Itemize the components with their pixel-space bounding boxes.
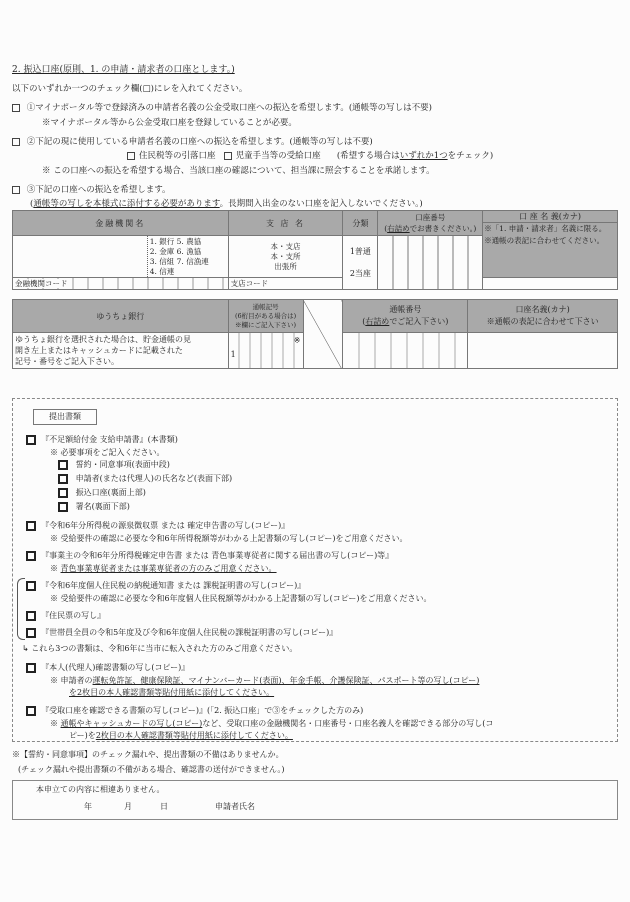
sub-3-label: 振込口座(裏面上部) bbox=[75, 488, 146, 497]
branch-input[interactable] bbox=[228, 236, 343, 278]
category-ordinary: 1普通 bbox=[349, 246, 371, 256]
symbol-first-digit: 1 bbox=[230, 350, 236, 359]
doc-2-title: 『令和6年分所得税の源泉徴収票 または 確定申告書の写し(コピー)』 bbox=[41, 521, 290, 530]
symbol-input[interactable] bbox=[228, 333, 303, 369]
doc-6-title: 『世帯員全員の令和5年度及び令和6年度個人住民税の課税証明書の写し(コピー)』 bbox=[41, 628, 338, 637]
holder-title: 口 座 名 義(カナ) bbox=[483, 211, 617, 223]
branch-type-3: 出張所 bbox=[274, 261, 297, 271]
doc-3-checkbox[interactable] bbox=[26, 551, 36, 561]
holder-note2: ※通帳の表記に合わせてください。 bbox=[484, 236, 605, 245]
doc-8-checkbox[interactable] bbox=[26, 706, 36, 716]
doc-item-6[interactable] bbox=[26, 627, 337, 638]
doc-item-8[interactable] bbox=[26, 705, 363, 716]
doc-4-note: ※ 受給要件の確認に必要な令和6年度個人住民税額等がわかる上記書類の写し(コピー)をご用意ください。 bbox=[50, 594, 432, 603]
sub-hint-end: をチェック) bbox=[447, 151, 494, 161]
header-branch: 支 店 名 bbox=[228, 211, 343, 236]
doc-7-note-line2-text: を2枚目の本人確認書類等貼付用紙に添付してください。 bbox=[69, 688, 275, 697]
doc-1-title: 『不足額給付金 支給申請書』(本書類) bbox=[41, 435, 178, 444]
right-align-hint: 右詰め bbox=[387, 224, 410, 233]
doc-1-checkbox[interactable] bbox=[26, 435, 36, 445]
institution-name-input[interactable] bbox=[13, 236, 148, 278]
type-2: 2. 金庫 6. 漁協 bbox=[149, 246, 202, 256]
doc-8-note bbox=[50, 718, 493, 729]
symbol-header-1: 通帳記号 bbox=[252, 302, 279, 311]
note-underlined: 通帳等の写しを本様式に添付する必要があります bbox=[33, 199, 220, 209]
doc-8-note-line2-underlined: 2枚目の本人確認書類等貼付用紙に添付してください。 bbox=[95, 731, 293, 740]
sub-a-label: 住民税等の引落口座 bbox=[139, 151, 216, 161]
note-close: 。長期間入出金のない口座を記入しないでください。) bbox=[219, 199, 423, 209]
type-1: 1. 銀行 5. 農協 bbox=[149, 236, 202, 246]
holder-name-input[interactable] bbox=[483, 278, 618, 290]
option2-checkbox[interactable] bbox=[12, 138, 20, 146]
yucho-header: ゆうちょ銀行 bbox=[13, 300, 229, 333]
doc-item-2[interactable] bbox=[26, 520, 289, 531]
option3-label: ③下記の口座への振込を希望します。 bbox=[26, 185, 171, 195]
hint-rest: でお書きください。) bbox=[409, 224, 477, 233]
yucho-instruction-3: 記号・番号をご記入下さい。 bbox=[15, 357, 119, 366]
branch-code-row[interactable] bbox=[228, 278, 343, 290]
doc-3-note-prefix: ※ bbox=[50, 564, 61, 573]
doc-item-4[interactable] bbox=[26, 580, 305, 591]
institution-code-row[interactable] bbox=[13, 278, 229, 290]
doc-4-title: 『令和6年度個人住民税の納税通知書 または 課税証明書の写し(コピー)』 bbox=[41, 581, 306, 590]
sub-a-checkbox[interactable] bbox=[127, 152, 135, 160]
symbol-header-3: ※欄にご記入下さい) bbox=[235, 320, 297, 329]
group-bracket bbox=[17, 578, 25, 640]
arrow-icon: ↳ bbox=[22, 644, 29, 653]
account-number-title: 口座番号 bbox=[415, 213, 446, 222]
warning-line-2: (チェック漏れや提出書類の不備がある場合、確認書の送付ができません。) bbox=[18, 765, 285, 774]
doc-7-note-underlined: 運転免許証、健康保険証、マイナンバーカード(表面)、年金手帳、介護保険証、パスポート等の写し(コピー) bbox=[92, 676, 480, 685]
yucho-holder-title: 口座名義(カナ) bbox=[515, 305, 570, 314]
sub-hint: (希望する場合は bbox=[336, 151, 400, 161]
sub-3-checkbox[interactable] bbox=[58, 488, 68, 498]
doc-8-note-underlined: 通帳やキャッシュカードの写し(コピー) bbox=[60, 719, 203, 728]
number-title: 通帳番号 bbox=[389, 305, 422, 314]
doc-8-note-line2 bbox=[69, 730, 293, 741]
option2-subrow bbox=[127, 149, 493, 161]
type-3: 3. 信組 7. 信漁連 bbox=[149, 256, 209, 266]
number-hint: (右詰めでご記入下さい) bbox=[362, 317, 449, 326]
symbol-header bbox=[228, 300, 303, 333]
yucho-instruction-1: ゆうちょ銀行を選択された場合は、貯金通帳の見 bbox=[15, 335, 191, 344]
sub-4-checkbox[interactable] bbox=[58, 502, 68, 512]
header-holder bbox=[483, 211, 618, 278]
yucho-table bbox=[12, 299, 618, 369]
option1-note: ※マイナポータル等から公金受取口座を登録していることが必要。 bbox=[42, 118, 297, 128]
doc-2-note: ※ 受給要件の確認に必要な令和6年所得税額等がわかる上記書類の写し(コピー)をご用意ください。 bbox=[50, 534, 408, 543]
sub-item-3[interactable] bbox=[58, 487, 146, 498]
doc-3-title: 『事業主の令和6年分所得税確定申告書 または 青色事業専従者に関する届出書の写し(コピー)等』 bbox=[41, 551, 394, 560]
yucho-number-input[interactable] bbox=[343, 333, 468, 369]
doc-1-note: ※ 必要事項をご記入ください。 bbox=[50, 448, 165, 457]
sub-hint-underlined: いずれか1つ bbox=[399, 151, 448, 161]
applicant-name-label: 申請者氏名 bbox=[215, 802, 255, 811]
doc-7-checkbox[interactable] bbox=[26, 663, 36, 673]
section-title: 2. 振込口座(原則、1. の申請・請求者の口座とします。) bbox=[12, 65, 235, 75]
doc-7-note-prefix: ※ 申請者の bbox=[50, 676, 93, 685]
sub-4-label: 署名(裏面下部) bbox=[75, 502, 130, 511]
doc-4-checkbox[interactable] bbox=[26, 581, 36, 591]
header-account-number bbox=[378, 211, 483, 236]
symbol-sixth-mark: ※ bbox=[293, 336, 301, 345]
sub-1-label: 誓約・同意事項(表面中段) bbox=[75, 460, 170, 469]
bracket-note-text: これら3つの書類は、令和6年に当市に転入された方のみご用意ください。 bbox=[31, 644, 298, 653]
yucho-instruction-2: 開き左上またはキャッシュカードに記載された bbox=[15, 346, 183, 355]
category-select[interactable] bbox=[343, 236, 378, 290]
sub-item-2[interactable] bbox=[58, 473, 232, 484]
sub-2-checkbox[interactable] bbox=[58, 474, 68, 484]
option3-note bbox=[30, 197, 423, 209]
sub-1-checkbox[interactable] bbox=[58, 460, 68, 470]
header-institution: 金融機関名 bbox=[13, 211, 229, 236]
holder-note1: ※「1. 申請・請求者」名義に限る。 bbox=[484, 224, 607, 233]
bracket-note bbox=[22, 643, 297, 654]
doc-3-note-underlined: 青色事業専従者または事業専従者の方のみご用意ください。 bbox=[60, 564, 277, 573]
doc-5-title: 『住民票の写し』 bbox=[41, 611, 106, 620]
yucho-holder-header bbox=[468, 300, 618, 333]
type-4: 4. 信連 bbox=[149, 266, 175, 276]
institution-code-label: 金融機関コード bbox=[15, 279, 68, 288]
doc-7-note bbox=[50, 675, 479, 686]
doc-2-checkbox[interactable] bbox=[26, 521, 36, 531]
doc-8-note-rest: など、受取口座の金融機関名・口座番号・口座名義人を確認できる部分の写し(コ bbox=[202, 719, 494, 728]
instruction-text: 以下のいずれか一つのチェック欄(□)にレを入れてください。 bbox=[12, 84, 248, 94]
option2-row[interactable] bbox=[12, 135, 373, 147]
option1-checkbox[interactable] bbox=[12, 104, 20, 112]
number-header bbox=[343, 300, 468, 333]
category-current: 2当座 bbox=[349, 268, 371, 278]
documents-label: 提出書類 bbox=[33, 409, 97, 425]
branch-code-label: 支店コード bbox=[230, 279, 269, 288]
option3-row[interactable] bbox=[12, 183, 171, 195]
number-hint-rest: でご記入下さい) bbox=[389, 317, 449, 326]
doc-item-7[interactable] bbox=[26, 662, 189, 673]
sub-item-1[interactable] bbox=[58, 459, 170, 470]
applicant-name-field[interactable] bbox=[270, 797, 610, 813]
doc-8-title: 『受取口座を確認できる書類の写し(コピー)』(「2. 振込口座」で③をチェックした方のみ) bbox=[41, 706, 364, 715]
number-right-hint: 右詰め bbox=[365, 317, 390, 326]
note-open: ( bbox=[30, 199, 34, 209]
option1-label: ①マイナポータル等で登録済みの申請者名義の公金受取口座への振込を希望します。(通帳等の写しは不要) bbox=[26, 103, 432, 113]
option2-note: ※ この口座への振込を希望する場合、当該口座の確認について、担当課に照会することを承諾します。 bbox=[42, 166, 435, 176]
header-category: 分類 bbox=[343, 211, 378, 236]
declaration-text: 本申立ての内容に相違ありません。 bbox=[36, 785, 165, 794]
branch-type-1: 本・支店 bbox=[270, 241, 301, 251]
doc-7-note-line2 bbox=[69, 687, 274, 698]
account-number-input[interactable] bbox=[378, 236, 483, 290]
doc-item-1[interactable] bbox=[26, 434, 178, 445]
option2-label: ②下記の現に使用している申請者名義の口座への振込を希望します。(通帳等の写しは不要) bbox=[26, 137, 373, 147]
doc-5-checkbox[interactable] bbox=[26, 611, 36, 621]
doc-3-note bbox=[50, 563, 277, 574]
bank-account-table bbox=[12, 210, 618, 290]
symbol-header-2: (6桁目がある場合は) bbox=[234, 311, 297, 320]
date-day-label: 日 bbox=[160, 802, 168, 811]
doc-item-3[interactable] bbox=[26, 550, 393, 561]
option3-checkbox[interactable] bbox=[12, 186, 20, 194]
branch-type-2: 本・支所 bbox=[270, 251, 301, 261]
yucho-instruction bbox=[13, 333, 229, 369]
doc-6-checkbox[interactable] bbox=[26, 628, 36, 638]
sub-b-checkbox[interactable] bbox=[224, 152, 232, 160]
date-year-label: 年 bbox=[84, 802, 92, 811]
account-number-hint: (右詰めでお書きください。) bbox=[384, 224, 477, 233]
sub-item-4[interactable] bbox=[58, 501, 130, 512]
doc-8-note-line2-prefix: ピー)を bbox=[69, 731, 96, 740]
doc-8-note-prefix: ※ bbox=[50, 719, 61, 728]
yucho-holder-input[interactable] bbox=[468, 333, 618, 369]
date-month-label: 月 bbox=[124, 802, 132, 811]
doc-item-5[interactable] bbox=[26, 610, 105, 621]
sub-2-label: 申請者(または代理人)の氏名など(表面下部) bbox=[75, 474, 233, 483]
doc-7-title: 『本人(代理人)確認書類の写し(コピー)』 bbox=[41, 663, 190, 672]
diagonal-divider bbox=[303, 300, 343, 369]
sub-b-label: 児童手当等の受給口座 bbox=[235, 151, 321, 161]
warning-line-1: ※【誓約・同意事項】のチェック漏れや、提出書類の不備はありませんか。 bbox=[12, 750, 284, 759]
yucho-holder-note: ※通帳の表記に合わせて下さい bbox=[486, 317, 599, 326]
institution-type-list[interactable] bbox=[147, 236, 228, 278]
option1-row[interactable] bbox=[12, 101, 432, 113]
